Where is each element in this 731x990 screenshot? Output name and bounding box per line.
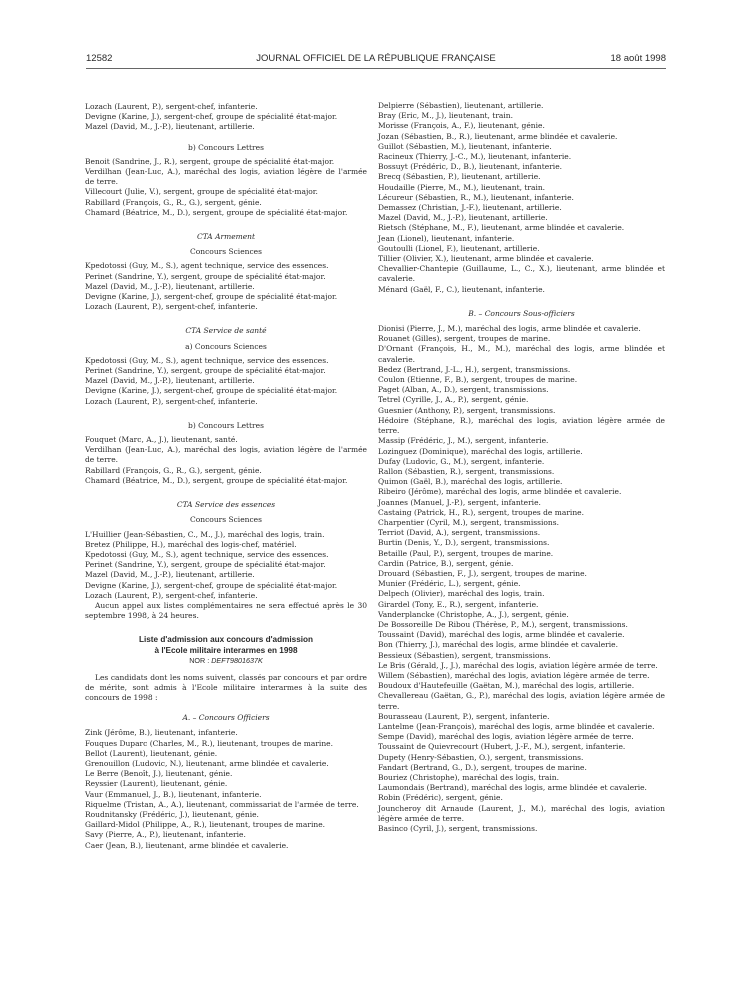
list-item: Bretez (Philippe, H.), maréchal des logis-chef, matériel. [85, 539, 297, 549]
list-item: Riquelme (Tristan, A., A.), lieutenant, commissariat de l'armée de terre. [85, 799, 359, 809]
list-item: Massip (Frédéric, J., M.), sergent, infanterie. [378, 436, 549, 446]
list-item: Fandart (Bertrand, G., D.), sergent, troupes de marine. [378, 762, 587, 772]
list-item: Quimon (Gaël, B.), maréchal des logis, artillerie. [378, 477, 563, 487]
list-item: L'Huillier (Jean-Sébastien, C., M., J.), maréchal des logis, train. [85, 529, 325, 539]
list-item: Devigne (Karine, J.), sergent-chef, groupe de spécialité état-major. [85, 386, 338, 396]
list-item: Mazel (David, M., J.-P.), lieutenant, artillerie. [85, 570, 255, 580]
list-item: Le Berre (Benoît, J.), lieutenant, génie. [85, 769, 233, 779]
list-item: Jean (Lionel), lieutenant, infanterie. [378, 233, 515, 243]
list-item: Delpech (Olivier), maréchal des logis, train. [378, 589, 545, 599]
list-item: Rietsch (Stéphane, M., F.), lieutenant, arme blindée et cavalerie. [378, 223, 625, 233]
list-item: Goutoulli (Lionel, F.), lieutenant, artillerie. [378, 243, 540, 253]
list-item: Fouquet (Marc, A., J.), lieutenant, santé. [85, 435, 238, 445]
list-item: Laumondais (Bertrand), maréchal des logis, arme blindée et cavalerie. [378, 783, 647, 793]
list-item: Bray (Eric, M., J.), lieutenant, train. [378, 111, 513, 121]
list-item: Benoit (Sandrine, J., R.), sergent, groupe de spécialité état-major. [85, 156, 335, 166]
list-item: Perinet (Sandrine, Y.), sergent, groupe de spécialité état-major. [85, 366, 326, 376]
list-item: Chamard (Béatrice, M., D.), sergent, groupe de spécialité état-major. [85, 475, 348, 485]
list-item: Lozach (Laurent, P.), sergent-chef, infanterie. [85, 590, 258, 600]
list-item: Kpedotossi (Guy, M., S.), agent technique, service des essences. [85, 549, 329, 559]
list-item: Zink (Jérôme, B.), lieutenant, infanterie. [85, 728, 238, 738]
list-item: Cardin (Patrice, B.), sergent, génie. [378, 558, 514, 568]
list-item: Caer (Jean, B.), lieutenant, arme blindée et cavalerie. [85, 840, 289, 850]
list-item: Lozach (Laurent, P.), sergent-chef, infanterie. [85, 396, 258, 406]
list-item: Rallon (Sébastien, R.), sergent, transmissions. [378, 466, 555, 476]
list-item: De Bossoreille De Ribou (Thérèse, P., M.), sergent, transmissions. [378, 619, 628, 629]
list-item: Fouques Duparc (Charles, M., R.), lieutenant, troupes de marine. [85, 738, 333, 748]
list-item: Delpierre (Sébastien), lieutenant, artillerie. [378, 101, 544, 110]
list-block [85, 356, 367, 407]
list-item: Bourasseau (Laurent, P.), sergent, infanterie. [378, 711, 550, 721]
list-item: Kpedotossi (Guy, M., S.), agent technique, service des essences. [85, 355, 329, 365]
list-block [85, 261, 367, 312]
publication-date: 18 août 1998 [610, 53, 666, 64]
list-item: Verdilhan (Jean-Luc, A.), maréchal des logis, aviation légère de l'armée de terre. [85, 167, 367, 187]
list-item: Jouncheroy dit Arnaude (Laurent, J., M.), maréchal des logis, aviation légère armée de terre. [378, 803, 665, 823]
list-item: Toussaint (David), maréchal des logis, arme blindée et cavalerie. [378, 630, 625, 640]
list-item: Mazel (David, M., J.-P.), lieutenant, artillerie. [85, 122, 255, 132]
list-item: Lozinguez (Dominique), maréchal des logis, artillerie. [378, 446, 583, 456]
list-item: Burtin (Denis, Y., D.), sergent, transmissions. [378, 538, 550, 548]
list-item: Castaing (Patrick, H., R.), sergent, troupes de marine. [378, 507, 584, 517]
list-item: Coulon (Etienne, F., B.), sergent, troupes de marine. [378, 375, 578, 385]
list-block [85, 728, 367, 850]
list-item: Dupety (Henry-Sébastien, O.), sergent, transmissions. [378, 752, 584, 762]
list-item: Terriot (David, A.), sergent, transmissions. [378, 528, 541, 538]
list-title-line-1: Liste d'admission aux concours d'admission [138, 635, 314, 645]
list-item: Gaillard-Midol (Philippe, A., R.), lieutenant, troupes de marine. [85, 820, 326, 830]
section-heading: CTA Service des essences [176, 500, 276, 510]
list-item: Houdaille (Pierre, M., M.), lieutenant, train. [378, 182, 546, 192]
list-item: Ribeiro (Jérôme), maréchal des logis, arme blindée et cavalerie. [378, 487, 622, 497]
list-block [85, 102, 367, 133]
nor-label: NOR : [189, 656, 210, 666]
subsection-heading: b) Concours Lettres [188, 142, 264, 152]
list-item: Devigne (Karine, J.), sergent-chef, groupe de spécialité état-major. [85, 112, 338, 122]
list-item: D'Ornant (François, H., M., M.), maréchal des logis, arme blindée et cavalerie. [378, 344, 665, 364]
list-item: Rouanet (Gilles), sergent, troupes de marine. [378, 334, 551, 344]
journal-title: JOURNAL OFFICIEL DE LA RÉPUBLIQUE FRANÇAISE [256, 53, 496, 64]
list-item: Lécureur (Sébastien, R., M.), lieutenant, infanterie. [378, 192, 574, 202]
list-item: Boudoux d'Hautefeuille (Gaëtan, M.), maréchal des logis, artillerie. [378, 681, 635, 691]
list-item: Ménard (Gaël, F., C.), lieutenant, infanterie. [378, 284, 545, 294]
intro-paragraph: Les candidats dont les noms suivent, classés par concours et par ordre de mérite, sont admis à l'Ecole militaire interarmes à la suite des concours de 1998 : [85, 672, 367, 702]
subsection-heading: a) Concours Sciences [185, 341, 267, 351]
list-item: Charpentier (Cyril, M.), sergent, transmissions. [378, 517, 559, 527]
page-number: 12582 [86, 53, 113, 64]
list-item: Bessieux (Sébastien), sergent, transmissions. [378, 650, 551, 660]
header-rule [86, 68, 666, 69]
list-item: Lozach (Laurent, P.), sergent-chef, infanterie. [85, 302, 258, 312]
list-item: Toussaint de Quievrecourt (Hubert, J.-F., M.), sergent, infanterie. [378, 742, 626, 752]
list-item: Bossuyt (Frédéric, D., B.), lieutenant, infanterie. [378, 162, 563, 172]
list-item: Vanderplancke (Christophe, A., J.), sergent, génie. [378, 609, 569, 619]
section-heading: CTA Service de santé [185, 326, 267, 336]
subsection-heading: Concours Sciences [190, 515, 262, 525]
list-item: Dufay (Ludovic, G., M.), sergent, infanterie. [378, 456, 545, 466]
list-item: Brecq (Sébastien, P.), lieutenant, artillerie. [378, 172, 541, 182]
list-block [85, 157, 367, 218]
subsection-heading: b) Concours Lettres [188, 420, 264, 430]
list-item: Bouriez (Christophe), maréchal des logis, train. [378, 773, 560, 782]
nor-reference [85, 656, 367, 666]
list-item: Perinet (Sandrine, Y.), sergent, groupe de spécialité état-major. [85, 271, 326, 281]
list-item: Tetrel (Cyrille, J., A., P.), sergent, génie. [378, 395, 529, 405]
list-item: Willem (Sébastien), maréchal des logis, aviation légère armée de terre. [378, 670, 650, 680]
list-item: Bedez (Bertrand, J.-L., H.), sergent, transmissions. [378, 364, 571, 374]
list-block [85, 435, 367, 486]
list-item: Betaille (Paul, P.), sergent, troupes de marine. [378, 548, 554, 558]
list-item: Paget (Alban, A., D.), sergent, transmissions. [378, 385, 549, 395]
list-item: Villecourt (Julie, V.), sergent, groupe de spécialité état-major. [85, 187, 318, 197]
list-item: Roudnitansky (Frédéric, J.), lieutenant, génie. [85, 809, 259, 819]
list-item: Mazel (David, M., J.-P.), lieutenant, artillerie. [85, 281, 255, 291]
list-item: Devigne (Karine, J.), sergent-chef, groupe de spécialité état-major. [85, 292, 338, 302]
list-item: Le Bris (Gérald, J., J.), maréchal des logis, aviation légère armée de terre. [378, 660, 658, 670]
list-item: Drouard (Sébastien, F., J.), sergent, troupes de marine. [378, 568, 587, 578]
list-block [85, 530, 367, 601]
list-item: Basinco (Cyril, J.), sergent, transmissions. [378, 824, 538, 834]
page-header [86, 53, 666, 67]
list-item: Chevallier-Chantepie (Guillaume, L., C., X.), lieutenant, arme blindée et cavalerie. [378, 264, 665, 284]
list-item: Lantelme (Jean-François), maréchal des logis, arme blindée et cavalerie. [378, 721, 655, 731]
list-item: Mazel (David, M., J.-P.), lieutenant, artillerie. [85, 376, 255, 386]
list-item: Rabillard (François, G., R., G.), sergent, génie. [85, 197, 262, 207]
closing-note: Aucun appel aux listes complémentaires ne sera effectué après le 30 septembre 1998, à 24 heures. [85, 600, 367, 621]
list-block [378, 101, 665, 295]
list-item: Munier (Frédéric, L.), sergent, génie. [378, 579, 521, 589]
list-item: Dionisi (Pierre, J., M.), maréchal des logis, arme blindée et cavalerie. [378, 324, 641, 334]
list-title-line-2: à l'Ecole militaire interarmes en 1998 [154, 645, 298, 655]
list-item: Bon (Thierry, J.), maréchal des logis, arme blindée et cavalerie. [378, 640, 618, 650]
list-item: Rabillard (François, G., R., G.), sergent, génie. [85, 465, 262, 475]
list-item: Robin (Frédéric), sergent, génie. [378, 793, 503, 803]
list-item: Sempe (David), maréchal des logis, aviation légère armée de terre. [378, 732, 634, 742]
list-item: Guillot (Sébastien, M.), lieutenant, infanterie. [378, 141, 552, 151]
list-item: Chevallereau (Gaëtan, G., P.), maréchal des logis, aviation légère armée de terre. [378, 691, 665, 711]
list-item: Mazel (David, M., J.-P.), lieutenant, artillerie. [378, 213, 548, 223]
list-item: Jozan (Sébastien, B., R.), lieutenant, arme blindée et cavalerie. [378, 131, 618, 141]
subsection-heading: Concours Sciences [190, 247, 262, 257]
list-item: Bellot (Laurent), lieutenant, génie. [85, 748, 218, 758]
list-item: Reyssier (Laurent), lieutenant, génie. [85, 779, 228, 789]
list-item: Perinet (Sandrine, Y.), sergent, groupe de spécialité état-major. [85, 560, 326, 570]
right-column [378, 101, 665, 834]
list-item: Kpedotossi (Guy, M., S.), agent technique, service des essences. [85, 261, 329, 271]
list-item: Savy (Pierre, A., P.), lieutenant, infanterie. [85, 830, 246, 840]
list-item: Demassez (Christian, J.-F.), lieutenant, artillerie. [378, 203, 562, 213]
list-item: Verdilhan (Jean-Luc, A.), maréchal des logis, aviation légère de l'armée de terre. [85, 445, 367, 465]
left-column [85, 102, 367, 851]
list-item: Hédoire (Stéphane, R.), maréchal des logis, aviation légère armée de terre. [378, 415, 665, 436]
list-item: Tillier (Olivier, X.), lieutenant, arme blindée et cavalerie. [378, 254, 594, 264]
list-item: Lozach (Laurent, P.), sergent-chef, infanterie. [85, 102, 258, 111]
list-item: Racineux (Thierry, J.-C., M.), lieutenant, infanterie. [378, 152, 572, 162]
list-item: Joannes (Manuel, J.-P.), sergent, infanterie. [378, 497, 541, 507]
section-heading: CTA Armement [196, 232, 256, 242]
list-item: Chamard (Béatrice, M., D.), sergent, groupe de spécialité état-major. [85, 207, 348, 217]
nor-code: DEFT9801637K [211, 656, 263, 666]
list-item: Vaur (Emmanuel, J., B.), lieutenant, infanterie. [85, 789, 262, 799]
list-item: Grenouillon (Ludovic, N.), lieutenant, arme blindée et cavalerie. [85, 758, 329, 768]
section-heading: A. – Concours Officiers [182, 713, 270, 723]
list-item: Morisse (François, A., F.), lieutenant, génie. [378, 121, 545, 131]
list-block [378, 324, 665, 834]
section-heading: B. – Concours Sous-officiers [468, 308, 575, 318]
list-item: Guesnier (Anthony, P.), sergent, transmissions. [378, 405, 556, 415]
list-item: Girardel (Tony, E., R.), sergent, infanterie. [378, 599, 539, 609]
list-item: Devigne (Karine, J.), sergent-chef, groupe de spécialité état-major. [85, 580, 338, 590]
